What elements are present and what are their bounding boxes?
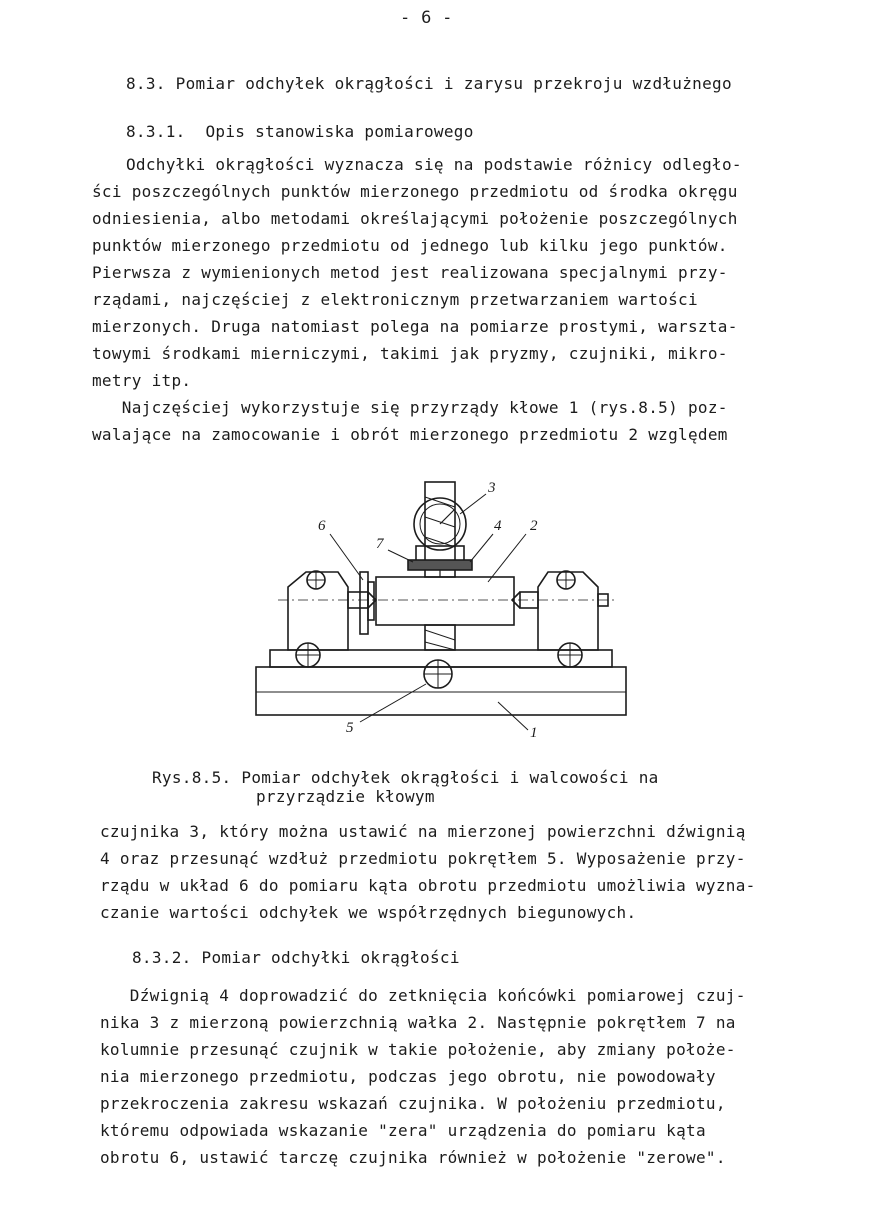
text-line: Dźwignią 4 doprowadzić do zetknięcia końcówki pomiarowej czuj- [100, 986, 746, 1005]
figure-caption-line-1: Rys.8.5. Pomiar odchyłek okrągłości i walcowości na [152, 768, 659, 787]
leader-4 [470, 534, 493, 562]
text-line: Najczęściej wykorzystuje się przyrządy kłowe 1 (rys.8.5) poz- [92, 398, 728, 417]
label-3: 3 [488, 480, 496, 496]
angle-disc-6 [360, 572, 368, 634]
lever-4 [408, 560, 472, 570]
text-line: Pierwsza z wymienionych metod jest realizowana specjalnymi przy- [92, 263, 728, 282]
left-center-housing [288, 572, 348, 650]
leader-6 [330, 534, 363, 580]
text-line: nia mierzonego przedmiotu, podczas jego obrotu, nie powodowały [100, 1067, 716, 1086]
label-6: 6 [318, 518, 326, 534]
text-line: 4 oraz przesunąć wzdłuż przedmiotu pokrętłem 5. Wyposażenie przy- [100, 849, 746, 868]
text-line: czanie wartości odchyłek we współrzędnych biegunowych. [100, 903, 637, 922]
text-line: walające na zamocowanie i obrót mierzonego przedmiotu 2 względem [92, 425, 728, 444]
text-line: któremu odpowiada wskazanie "zera" urządzenia do pomiaru kąta [100, 1121, 706, 1140]
right-center-housing [538, 572, 598, 650]
text-line: obrotu 6, ustawić tarczę czujnika również w położenie "zerowe". [100, 1148, 726, 1167]
text-line: mierzonych. Druga natomiast polega na pomiarze prostymi, warszta- [92, 317, 738, 336]
leader-7 [388, 550, 413, 562]
section-heading: 8.3. Pomiar odchyłek okrągłości i zarysu przekroju wzdłużnego [126, 74, 732, 93]
text-line: Odchyłki okrągłości wyznacza się na podstawie różnicy odległo- [126, 155, 742, 174]
figure-instrument-drawing [248, 452, 638, 752]
text-line: nika 3 z mierzoną powierzchnią wałka 2. Następnie pokrętłem 7 na [100, 1013, 736, 1032]
text-line: rządu w układ 6 do pomiaru kąta obrotu przedmiotu umożliwia wyzna- [100, 876, 756, 895]
leader-3 [460, 494, 486, 514]
label-1: 1 [530, 725, 538, 741]
label-5: 5 [346, 720, 354, 736]
label-4: 4 [494, 518, 502, 534]
text-line: rządami, najczęściej z elektronicznym przetwarzaniem wartości [92, 290, 698, 309]
text-line: czujnika 3, który można ustawić na mierzonej powierzchni dźwignią [100, 822, 746, 841]
text-line: odniesienia, albo metodami określającymi położenie poszczególnych [92, 209, 738, 228]
rail [270, 650, 612, 667]
page-number: - 6 - [400, 8, 453, 28]
measured-shaft-2 [376, 577, 514, 625]
instrument-diagram [248, 452, 638, 752]
label-7: 7 [376, 536, 384, 552]
leader-1 [498, 702, 528, 730]
subsection-heading-1: 8.3.1. Opis stanowiska pomiarowego [126, 122, 474, 141]
text-line: punktów mierzonego przedmiotu od jednego lub kilku jego punktów. [92, 236, 728, 255]
text-line: metry itp. [92, 371, 192, 390]
text-line: przekroczenia zakresu wskazań czujnika. W położeniu przedmiotu, [100, 1094, 726, 1113]
text-line: towymi środkami mierniczymi, takimi jak pryzmy, czujniki, mikro- [92, 344, 728, 363]
leader-2 [488, 534, 526, 582]
text-line: ści poszczególnych punktów mierzonego przedmiotu od środka okręgu [92, 182, 738, 201]
text-line: kolumnie przesunąć czujnik w takie położenie, aby zmiany położe- [100, 1040, 736, 1059]
leader-5 [360, 684, 426, 722]
subsection-heading-2: 8.3.2. Pomiar odchyłki okrągłości [132, 948, 460, 967]
label-2: 2 [530, 518, 538, 534]
figure-caption-line-2: przyrządzie kłowym [256, 787, 435, 806]
